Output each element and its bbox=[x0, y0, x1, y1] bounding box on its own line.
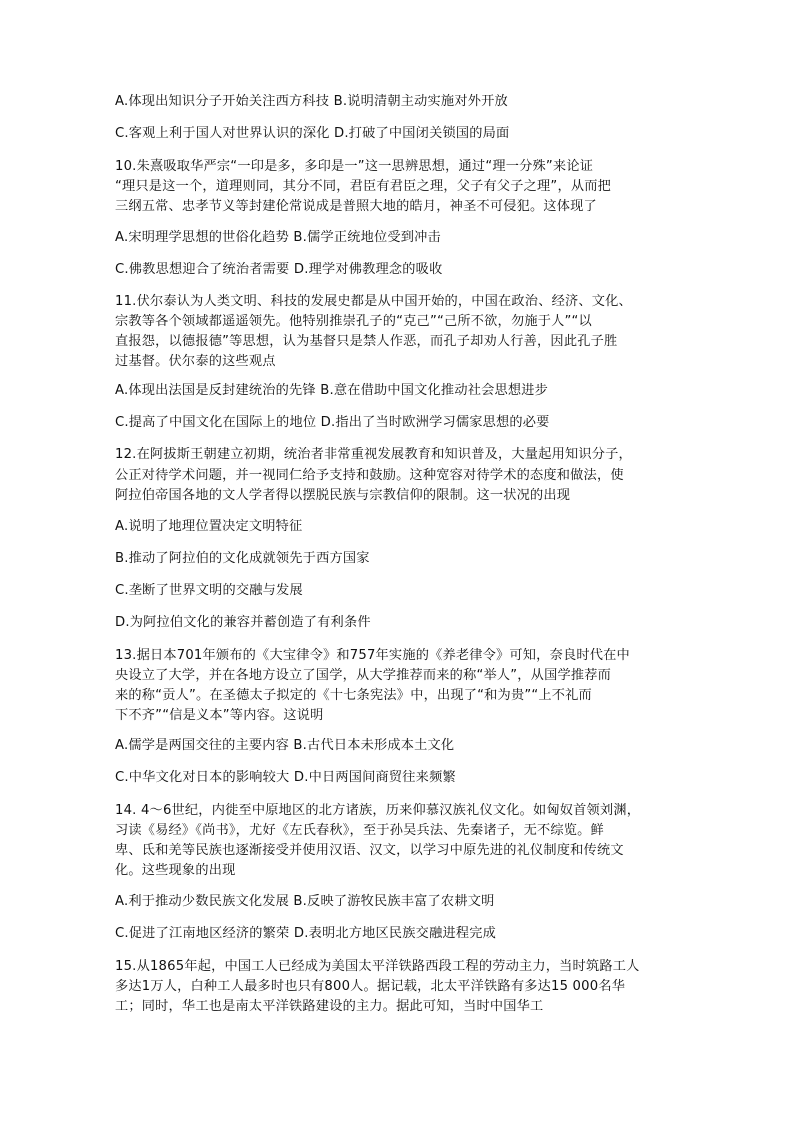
q9-options-cd: C.客观上利于国人对世界认识的深化 D.打破了中国闭关锁国的局面 bbox=[115, 126, 510, 141]
q14-options-cd: C.促进了江南地区经济的繁荣 D.表明北方地区民族交融进程完成 bbox=[115, 926, 497, 941]
q10-stem-line-2: “理只是这一个，道理则同，其分不同，君臣有君臣之理，父子有父子之理”，从而把 bbox=[115, 179, 612, 194]
q12-option-b: B.推动了阿拉伯的文化成就领先于西方国家 bbox=[115, 551, 370, 566]
q12-option-c: C.垄断了世界文明的交融与发展 bbox=[115, 583, 303, 598]
q10-stem-line-1: 10.朱熹吸取华严宗“一印是多，多印是一”这一思辨思想，通过“理一分殊”来论证 bbox=[115, 159, 594, 174]
q13-options-cd: C.中华文化对日本的影响较大 D.中日两国间商贸往来频繁 bbox=[115, 770, 456, 785]
q9-options-ab: A.体现出知识分子开始关注西方科技 B.说明清朝主动实施对外开放 bbox=[115, 94, 508, 109]
q11-options-cd: C.提高了中国文化在国际上的地位 D.指出了当时欧洲学习儒家思想的必要 bbox=[115, 415, 550, 430]
q11-options-ab: A.体现出法国是反封建统治的先锋 B.意在借助中国文化推动社会思想进步 bbox=[115, 383, 549, 398]
q13-stem-line-4: 下不齐”“信是义本”等内容。这说明 bbox=[115, 708, 324, 723]
q14-stem-line-2: 习读《易经》《尚书》，尤好《左氏春秋》，至于孙吴兵法、先秦诸子，无不综览。鲜 bbox=[115, 823, 604, 838]
q13-options-ab: A.儒学是两国交往的主要内容 B.古代日本未形成本土文化 bbox=[115, 738, 455, 753]
q12-option-a: A.说明了地理位置决定文明特征 bbox=[115, 519, 303, 534]
q14-stem-line-3: 卑、氐和羌等民族也逐渐接受并使用汉语、汉文，以学习中原先进的礼仪制度和传统文 bbox=[115, 843, 624, 858]
q12-stem-line-2: 公正对待学术问题，并一视同仁给予支持和鼓励。这种宽容对待学术的态度和做法，使 bbox=[115, 468, 624, 483]
q15-stem-line-2: 多达1万人，白种工人最多时也只有800人。据记载，北太平洋铁路有多达15 000名华 bbox=[115, 979, 626, 994]
q11-stem-line-2: 宗教等各个领域都遥遥领先。他特别推崇孔子的“克己”“己所不欲，勿施于人”“以 bbox=[115, 314, 592, 329]
q13-stem-line-1: 13.据日本701年颁布的《大宝律令》和757年实施的《养老律令》可知，奈良时代在中 bbox=[115, 648, 630, 663]
q12-stem-line-3: 阿拉伯帝国各地的文人学者得以摆脱民族与宗教信仰的限制。这一状况的出现 bbox=[115, 488, 571, 503]
q15-stem-line-3: 工；同时，华工也是南太平洋铁路建设的主力。据此可知，当时中国华工 bbox=[115, 999, 544, 1014]
q11-stem-line-1: 11.伏尔泰认为人类文明、科技的发展史都是从中国开始的，中国在政治、经济、文化、 bbox=[115, 294, 632, 309]
q14-options-ab: A.利于推动少数民族文化发展 B.反映了游牧民族丰富了农耕文明 bbox=[115, 894, 495, 909]
q10-options-ab: A.宋明理学思想的世俗化趋势 B.儒学正统地位受到冲击 bbox=[115, 230, 441, 245]
q14-stem-line-4: 化。这些现象的出现 bbox=[115, 863, 236, 878]
q12-stem-line-1: 12.在阿拔斯王朝建立初期，统治者非常重视发展教育和知识普及，大量起用知识分子， bbox=[115, 447, 632, 462]
q15-stem-line-1: 15.从1865年起，中国工人已经成为美国太平洋铁路西段工程的劳动主力，当时筑路工人 bbox=[115, 959, 640, 974]
q10-stem-line-3: 三纲五常、忠孝节义等封建伦常说成是普照大地的皓月，神圣不可侵犯。这体现了 bbox=[115, 199, 597, 214]
q11-stem-line-4: 过基督。伏尔泰的这些观点 bbox=[115, 354, 276, 369]
q13-stem-line-2: 央设立了大学，并在各地方设立了国学，从大学推荐而来的称“举人”，从国学推荐而 bbox=[115, 668, 612, 683]
q12-option-d: D.为阿拉伯文化的兼容并蓄创造了有利条件 bbox=[115, 615, 371, 630]
q11-stem-line-3: 直报怨，以德报德”等思想，认为基督只是禁人作恶，而孔子却劝人行善，因此孔子胜 bbox=[115, 334, 618, 349]
q14-stem-line-1: 14. 4～6世纪，内徙至中原地区的北方诸族，历来仰慕汉族礼仪文化。如匈奴首领刘渊， bbox=[115, 803, 641, 818]
q13-stem-line-3: 来的称“贡人”。在圣德太子拟定的《十七条宪法》中，出现了“和为贵”“上不礼而 bbox=[115, 688, 592, 703]
q10-options-cd: C.佛教思想迎合了统治者需要 D.理学对佛教理念的吸收 bbox=[115, 262, 443, 277]
